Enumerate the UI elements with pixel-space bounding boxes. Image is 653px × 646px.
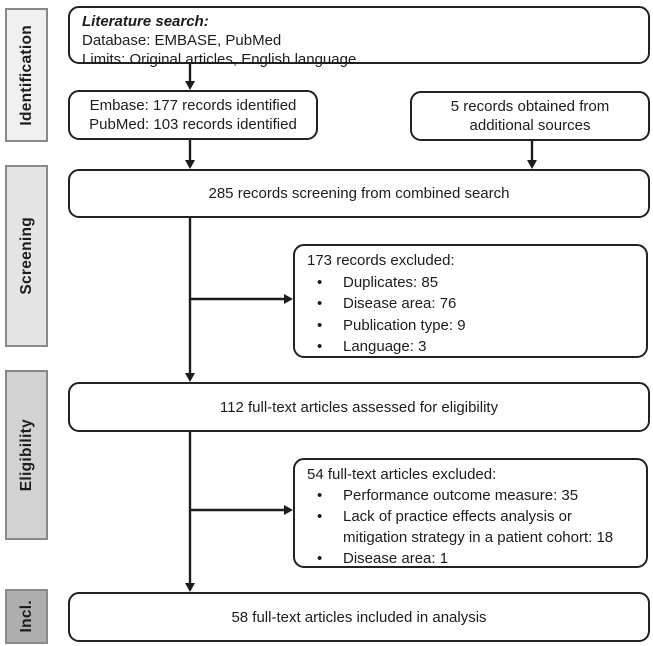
arrow-fulltext-to-included — [185, 432, 195, 592]
literature-search-limits-line: Limits: Original articles, English language — [82, 51, 357, 68]
stage-label-identification-text: Identification — [17, 24, 35, 126]
records-excluded-box — [293, 244, 648, 358]
fulltext-excluded-box — [293, 458, 648, 568]
included-analysis-box — [68, 592, 650, 642]
literature-search-box — [68, 6, 650, 68]
arrow-branch-to-fulltext-excluded — [189, 505, 293, 515]
fulltext-excluded-item: • Lack of practice effects analysis or mitigation strategy in a patient cohort: 18 — [313, 506, 628, 548]
arrow-branch-to-records-excluded — [189, 294, 293, 304]
records-excluded-title: 173 records excluded: — [307, 252, 455, 269]
records-excluded-item: • Duplicates: 85 — [313, 272, 628, 294]
stage-label-screening — [5, 165, 48, 347]
pubmed-records-line: PubMed: 103 records identified — [89, 116, 297, 133]
stage-label-included-text: Incl. — [17, 600, 35, 633]
fulltext-excluded-item: • Performance outcome measure: 35 — [313, 485, 628, 506]
records-excluded-item: • Language: 3 — [313, 336, 628, 358]
additional-sources-line1: 5 records obtained from — [450, 98, 610, 115]
literature-search-title: Literature search: — [82, 13, 209, 30]
combined-screening-box — [68, 169, 650, 218]
stage-label-included — [5, 589, 48, 644]
included-analysis-text: 58 full-text articles included in analysis — [231, 608, 487, 626]
stage-label-eligibility-text: Eligibility — [17, 418, 35, 492]
fulltext-excluded-title: 54 full-text articles excluded: — [307, 466, 497, 483]
fulltext-excluded-list — [307, 485, 634, 569]
fulltext-assessed-text: 112 full-text articles assessed for eligibility — [219, 398, 499, 416]
fulltext-excluded-item: • Disease area: 1 — [313, 548, 628, 569]
arrow-additional-to-combined — [527, 141, 537, 169]
literature-search-database-line: Database: EMBASE, PubMed — [82, 32, 282, 49]
arrow-combined-to-fulltext — [185, 218, 195, 382]
stage-label-identification — [5, 8, 48, 142]
stage-label-screening-text: Screening — [17, 217, 35, 295]
embase-records-line: Embase: 177 records identified — [89, 97, 297, 114]
stage-label-eligibility — [5, 370, 48, 540]
additional-sources-box — [410, 91, 650, 141]
additional-sources-line2: additional sources — [469, 117, 591, 134]
arrow-records-to-combined — [185, 140, 195, 169]
records-excluded-item: • Disease area: 76 — [313, 293, 628, 315]
records-excluded-item: • Publication type: 9 — [313, 315, 628, 337]
combined-screening-text: 285 records screening from combined search — [208, 185, 510, 202]
records-identified-box — [68, 90, 318, 140]
fulltext-assessed-box — [68, 382, 650, 432]
records-excluded-list — [307, 272, 634, 358]
